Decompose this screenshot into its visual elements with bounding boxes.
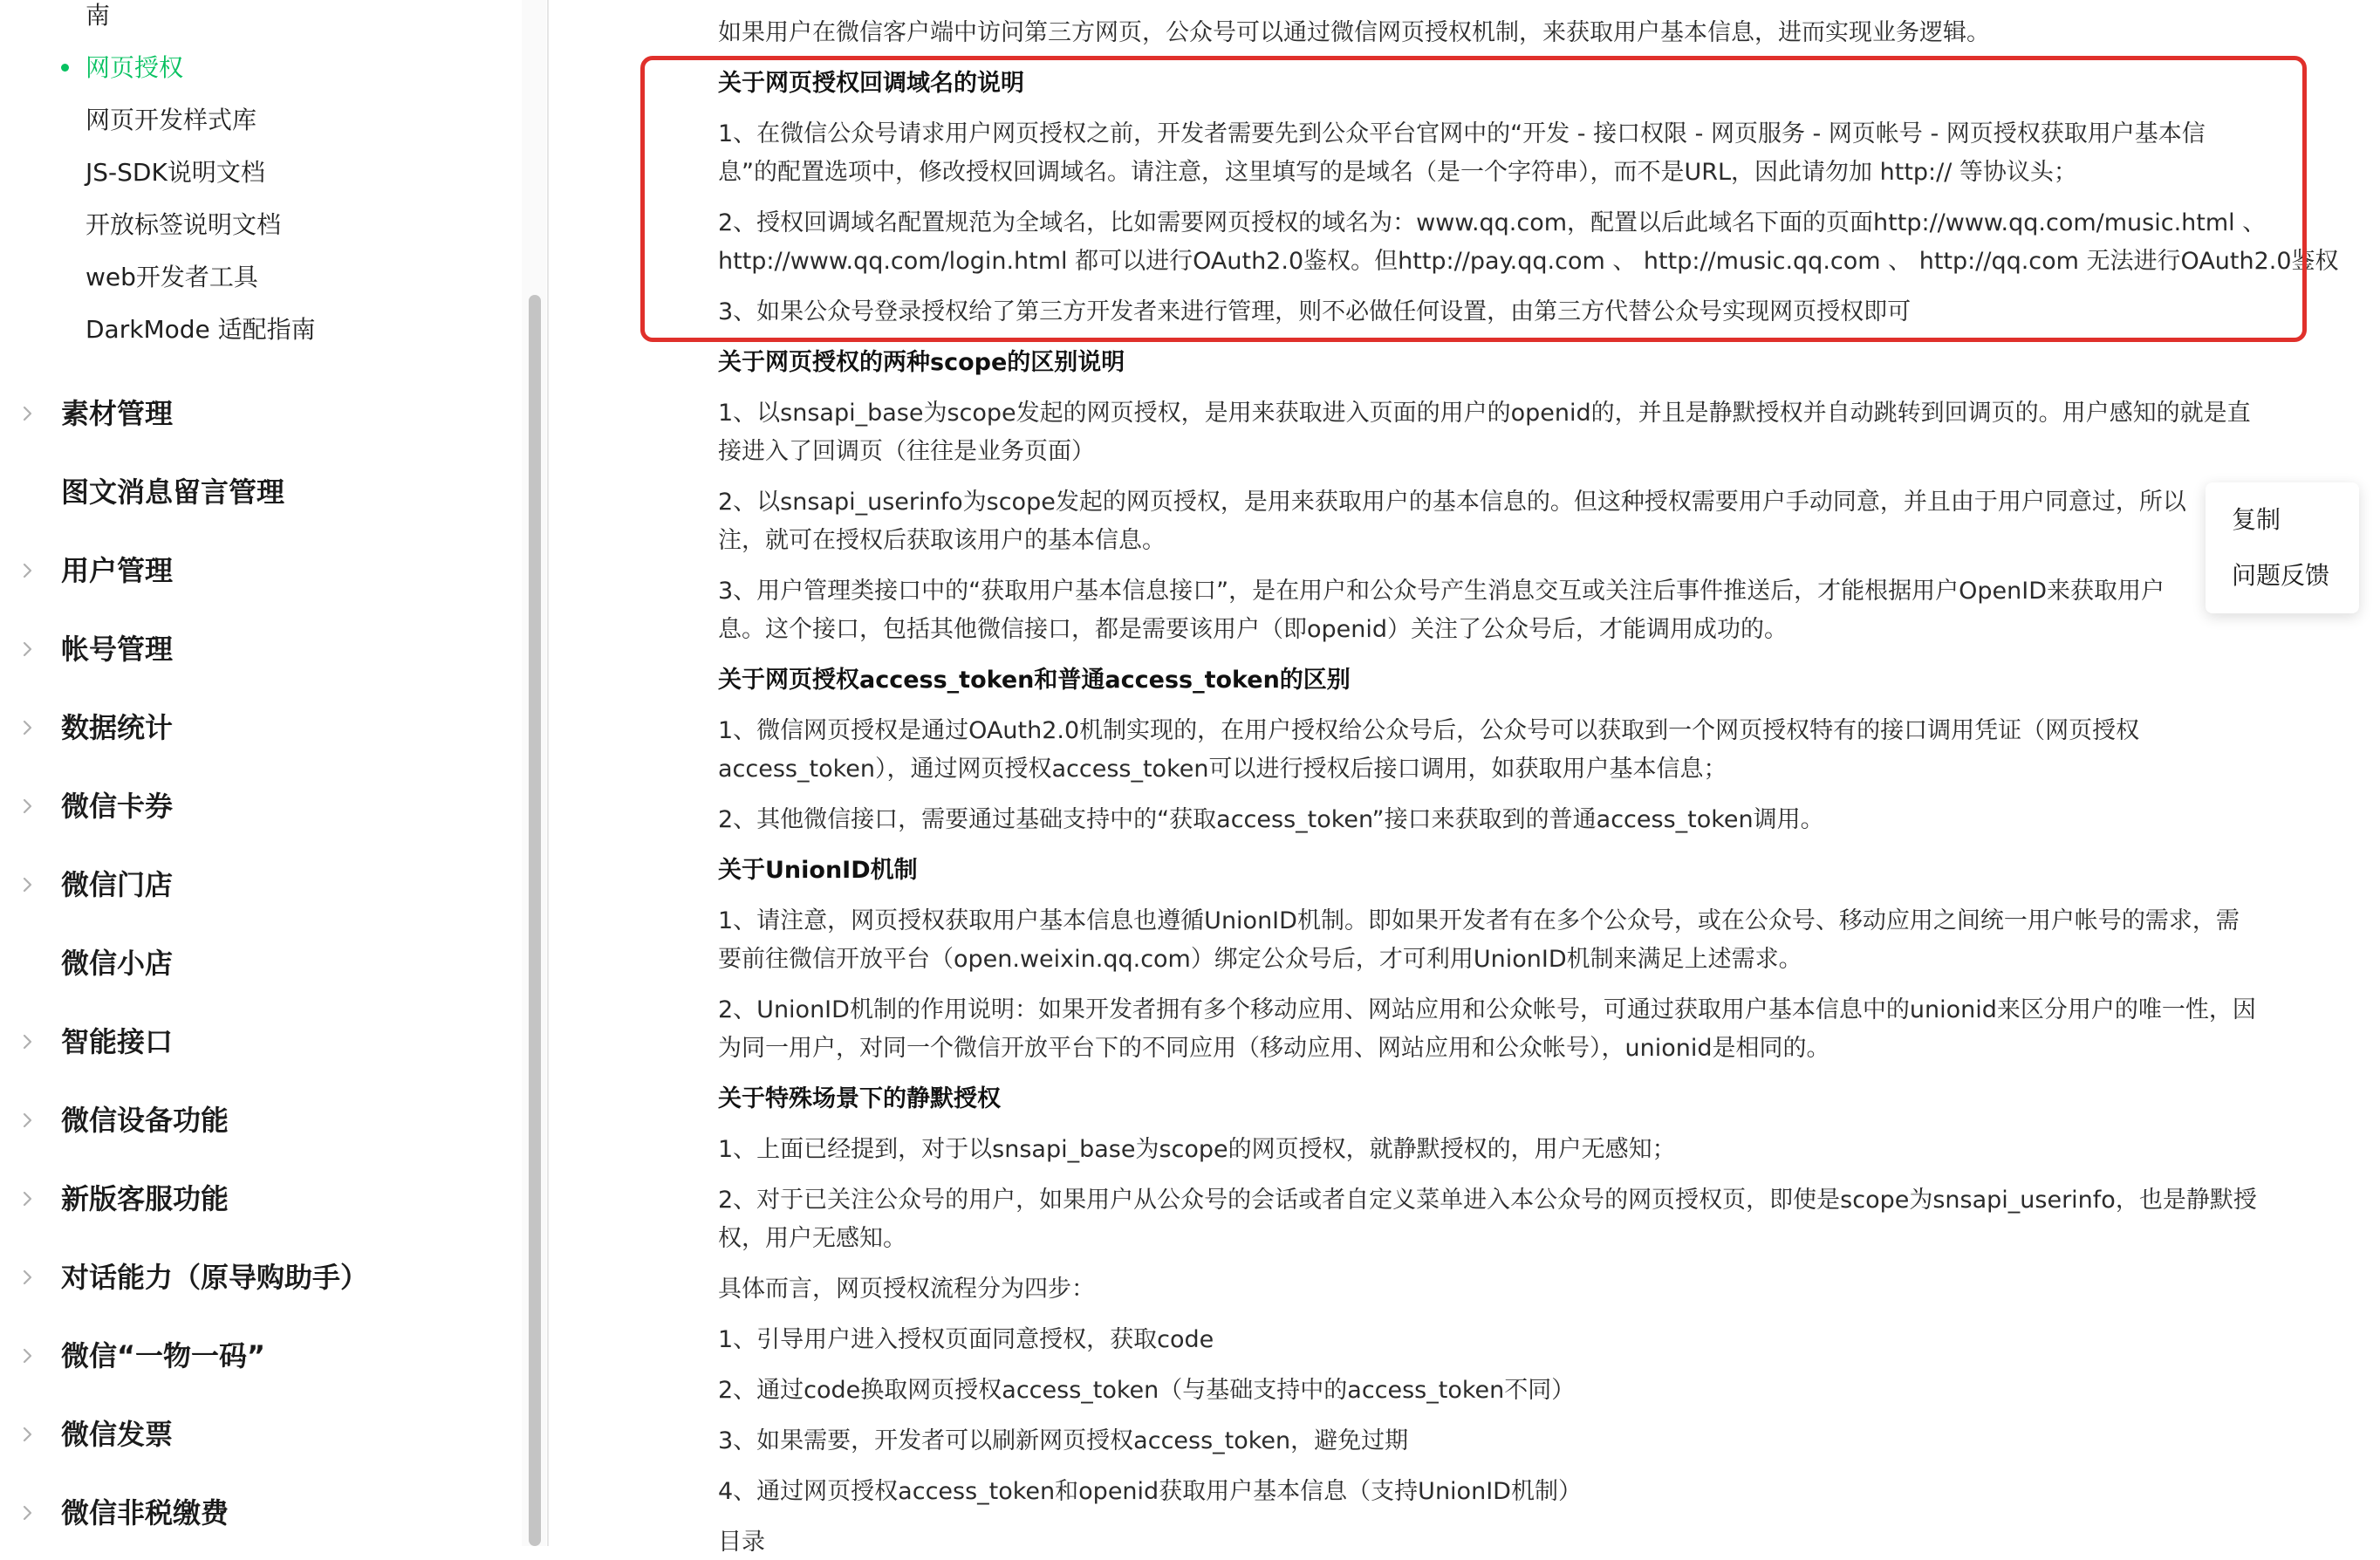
sidebar-category-label: 微信小店 <box>61 947 174 980</box>
section-heading: 关于网页授权回调域名的说明 <box>718 70 1024 97</box>
sidebar-category[interactable] <box>0 1094 515 1146</box>
section-heading: 关于特殊场景下的静默授权 <box>718 1085 1001 1112</box>
paragraph-line: 2、授权回调域名配置规范为全域名，比如需要网页授权的域名为：www.qq.com，配置以后此域名下面的页面http://www.qq.com/music.html 、 <box>718 209 2267 236</box>
sidebar-category-label: 图文消息留言管理 <box>61 476 285 509</box>
paragraph-line: 2、通过code换取网页授权access_token（与基础支持中的access_token不同） <box>718 1377 1576 1404</box>
chevron-right-icon <box>14 1420 42 1448</box>
chevron-right-icon <box>14 1342 42 1370</box>
paragraph-line: 4、通过网页授权access_token和openid获取用户基本信息（支持UnionID机制） <box>718 1478 1582 1505</box>
paragraph-line: 具体而言，网页授权流程分为四步： <box>718 1276 1095 1303</box>
paragraph-line: 1、在微信公众号请求用户网页授权之前，开发者需要先到公众平台官网中的“开发 - 接口权限 - 网页服务 - 网页帐号 - 网页授权获取用户基本信 <box>718 120 2206 147</box>
sidebar-category-label: 微信“一物一码” <box>61 1339 266 1372</box>
paragraph-line: 1、上面已经提到，对于以snsapi_base为scope的网页授权，就静默授权的，用户无感知； <box>718 1136 1676 1163</box>
paragraph-line: 注，就可在授权后获取该用户的基本信息。 <box>718 527 1166 554</box>
sidebar-category[interactable] <box>0 780 515 832</box>
active-item-dot <box>61 64 69 72</box>
paragraph-line: 2、以snsapi_userinfo为scope发起的网页授权，是用来获取用户的基本信息的。但这种授权需要用户手动同意，并且由于用户同意过，所以 <box>718 489 2186 516</box>
sidebar-subitem[interactable]: DarkMode 适配指南 <box>85 315 316 344</box>
sidebar-category[interactable] <box>0 937 515 989</box>
sidebar-category[interactable] <box>0 1251 515 1303</box>
chevron-right-icon <box>14 1499 42 1527</box>
paragraph-line: 为同一用户，对同一个微信开放平台下的不同应用（移动应用、网站应用和公众帐号），unionid是相同的。 <box>718 1035 1830 1062</box>
sidebar-category-label: 微信卡券 <box>61 790 174 823</box>
sidebar-category[interactable] <box>0 1016 515 1068</box>
sidebar-category[interactable] <box>0 701 515 754</box>
chevron-right-icon <box>14 1106 42 1134</box>
paragraph-line: 3、用户管理类接口中的“获取用户基本信息接口”，是在用户和公众号产生消息交互或关注后事件推送后，才能根据用户OpenID来获取用户 <box>718 578 2165 605</box>
sidebar-category[interactable] <box>0 1173 515 1225</box>
sidebar-category[interactable] <box>0 623 515 675</box>
chevron-right-icon <box>14 635 42 663</box>
paragraph-line: 1、微信网页授权是通过OAuth2.0机制实现的，在用户授权给公众号后，公众号可以获取到一个网页授权特有的接口调用凭证（网页授权 <box>718 717 2140 744</box>
paragraph-line: access_token），通过网页授权access_token可以进行授权后接口调用，如获取用户基本信息； <box>718 756 1727 783</box>
chevron-right-icon <box>14 1263 42 1291</box>
sidebar-category-label: 素材管理 <box>61 397 174 430</box>
section-heading: 关于UnionID机制 <box>718 857 918 884</box>
paragraph-line: 1、以snsapi_base为scope发起的网页授权，是用来获取进入页面的用户的openid的，并且是静默授权并自动跳转到回调页的。用户感知的就是直 <box>718 400 2251 427</box>
paragraph-line: 1、请注意，网页授权获取用户基本信息也遵循UnionID机制。即如果开发者有在多个公众号，或在公众号、移动应用之间统一用户帐号的需求，需 <box>718 907 2240 934</box>
sidebar-subitem[interactable]: 网页开发样式库 <box>85 106 257 134</box>
sidebar-category-label: 数据统计 <box>61 711 174 744</box>
section-heading: 关于网页授权access_token和普通access_token的区别 <box>718 667 1351 694</box>
sidebar-category[interactable] <box>0 544 515 597</box>
paragraph-line: http://www.qq.com/login.html 都可以进行OAuth2.0鉴权。但http://pay.qq.com 、 http://music.qq.com 、 http://qq.com 无法进行OAuth2.0鉴权 <box>718 248 2339 275</box>
sidebar-subitem[interactable]: JS-SDK说明文档 <box>85 158 265 187</box>
chevron-right-icon <box>14 557 42 585</box>
red-highlight-annotation <box>640 56 2307 342</box>
paragraph-line: 要前往微信开放平台（open.weixin.qq.com）绑定公众号后，才可利用UnionID机制来满足上述需求。 <box>718 946 1802 973</box>
paragraph-line: 目录 <box>718 1529 765 1556</box>
sidebar-category-label: 智能接口 <box>61 1025 174 1058</box>
paragraph-line: 3、如果公众号登录授权给了第三方开发者来进行管理，则不必做任何设置，由第三方代替公众号实现网页授权即可 <box>718 298 1912 325</box>
sidebar-subitem[interactable]: web开发者工具 <box>85 263 258 291</box>
paragraph-line: 息”的配置选项中，修改授权回调域名。请注意，这里填写的是域名（是一个字符串），而不是URL，因此请勿加 http:// 等协议头； <box>718 159 2077 186</box>
chevron-right-icon <box>14 400 42 428</box>
paragraph-line: 1、引导用户进入授权页面同意授权，获取code <box>718 1326 1214 1353</box>
chevron-right-icon <box>14 871 42 899</box>
paragraph-line: 2、对于已关注公众号的用户，如果用户从公众号的会话或者自定义菜单进入本公众号的网页授权页，即使是scope为snsapi_userinfo，也是静默授 <box>718 1187 2257 1214</box>
paragraph-line: 息。这个接口，包括其他微信接口，都是需要该用户（即openid）关注了公众号后，才能调用成功的。 <box>718 616 1788 643</box>
paragraph-line: 接进入了回调页（往往是业务页面） <box>718 438 1095 465</box>
paragraph-line: 3、如果需要，开发者可以刷新网页授权access_token，避免过期 <box>718 1427 1409 1454</box>
chevron-right-icon <box>14 1028 42 1056</box>
chevron-right-icon <box>14 1185 42 1213</box>
sidebar-category[interactable] <box>0 859 515 911</box>
paragraph-line: 权，用户无感知。 <box>718 1225 906 1252</box>
context-menu-feedback[interactable]: 问题反馈 <box>2232 561 2330 590</box>
sidebar-nav <box>0 0 523 1546</box>
sidebar-category-label: 微信发票 <box>61 1418 174 1451</box>
sidebar-category[interactable] <box>0 466 515 518</box>
chevron-right-icon <box>14 792 42 820</box>
sidebar-category[interactable] <box>0 1330 515 1382</box>
sidebar-subitem[interactable]: 开放标签说明文档 <box>85 210 282 239</box>
sidebar-subitem[interactable]: 南 <box>85 1 111 30</box>
paragraph-line: 2、其他微信接口，需要通过基础支持中的“获取access_token”接口来获取到的普通access_token调用。 <box>718 806 1824 833</box>
sidebar-category-label: 用户管理 <box>61 554 174 587</box>
sidebar-category[interactable] <box>0 1487 515 1539</box>
sidebar-category-label: 帐号管理 <box>61 633 174 666</box>
sidebar-category-label: 对话能力（原导购助手） <box>61 1261 369 1294</box>
sidebar-category-label: 微信设备功能 <box>61 1104 229 1137</box>
sidebar-divider <box>547 0 549 1546</box>
sidebar-category[interactable] <box>0 1408 515 1461</box>
sidebar-subitem[interactable]: 网页授权 <box>85 53 184 82</box>
sidebar-category-label: 新版客服功能 <box>61 1182 229 1215</box>
chevron-right-icon <box>14 714 42 742</box>
paragraph-line: 2、UnionID机制的作用说明：如果开发者拥有多个移动应用、网站应用和公众帐号，可通过获取用户基本信息中的unionid来区分用户的唯一性，因 <box>718 996 2256 1023</box>
sidebar-category-label: 微信门店 <box>61 868 174 901</box>
sidebar-scrollbar-thumb[interactable] <box>529 295 541 1546</box>
context-menu-copy[interactable]: 复制 <box>2232 505 2281 534</box>
paragraph-line: 如果用户在微信客户端中访问第三方网页，公众号可以通过微信网页授权机制，来获取用户基本信息，进而实现业务逻辑。 <box>718 19 1990 46</box>
sidebar-category-label: 微信非税缴费 <box>61 1496 229 1529</box>
section-heading: 关于网页授权的两种scope的区别说明 <box>718 349 1125 376</box>
sidebar-category[interactable] <box>0 387 515 440</box>
context-menu <box>2206 482 2359 613</box>
